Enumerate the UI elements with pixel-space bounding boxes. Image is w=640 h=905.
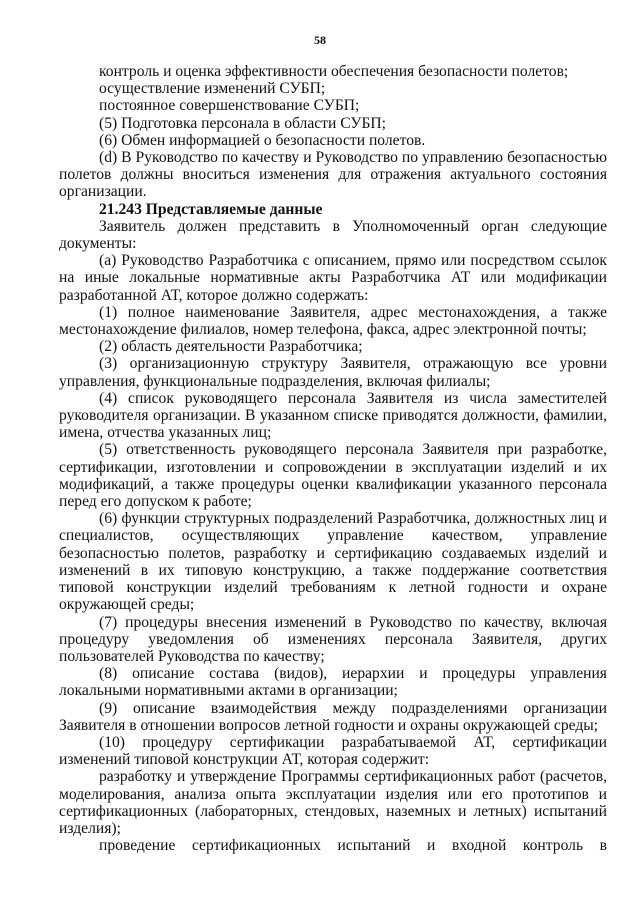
paragraph-sms-improvement: постоянное совершенствование СУБП; xyxy=(99,97,360,115)
section-heading-21-243: 21.243 Представляемые данные xyxy=(99,200,323,218)
paragraph-applicant-documents: Заявитель должен представить в Уполномоченный орган следующие документы: xyxy=(59,217,607,253)
paragraph-item-8-local-acts: (8) описание состава (видов), иерархии и процедуры управления локальными нормативными актами в организации; xyxy=(59,665,607,700)
paragraph-item-5-responsibility: (5) ответственность руководящего персонала Заявителя при разработке, сертификации, изготовлении и сопровождении в эксплуатации изделий и их модификаций, а также процедуры оценки квалификации указанного персонала перед его допуском к работе; xyxy=(59,441,607,511)
paragraph-item-5-training: (5) Подготовка персонала в области СУБП; xyxy=(99,114,387,132)
paragraph-sms-changes: осуществление изменений СУБП; xyxy=(99,80,326,98)
paragraph-item-10-certification: (10) процедуру сертификации разрабатываемой АТ, сертификации изменений типовой конструкции АТ, которая содержит: xyxy=(59,733,607,769)
paragraph-item-6-info-exchange: (6) Обмен информацией о безопасности полетов. xyxy=(99,131,426,149)
page-number: 58 xyxy=(314,33,326,47)
paragraph-item-6-functions: (6) функции структурных подразделений Разработчика, должностных лиц и специалистов, осуществляющих управление качеством, управление безопасностью полетов, разработку и сертификацию создаваемых изделий и изменений в их типовую конструкцию, а также поддержание соответствия типовой конструкции изделий требованиям к летной годности и охране окружающей среды; xyxy=(59,510,607,614)
paragraph-item-9-interaction: (9) описание взаимодействия между подразделениями организации Заявителя в отношении вопросов летной годности и охраны окружающей среды; xyxy=(59,699,607,734)
paragraph-item-7-change-procedures: (7) процедуры внесения изменений в Руководство по качеству, включая процедуру уведомления об изменениях персонала Заявителя, других пользователей Руководства по качеству; xyxy=(59,613,607,665)
document-body xyxy=(59,63,607,854)
paragraph-item-3-structure: (3) организационную структуру Заявителя, отражающую все уровни управления, функциональные подразделения, включая филиалы; xyxy=(59,355,607,390)
paragraph-item-4-management-list: (4) список руководящего персонала Заявителя из числа заместителей руководителя организации. В указанном списке приводятся должности, фамилии, имена, отчества указанных лиц; xyxy=(59,389,607,442)
paragraph-item-2-scope: (2) область деятельности Разработчика; xyxy=(99,338,363,356)
paragraph-item-1-full-name: (1) полное наименование Заявителя, адрес местонахождения, а также местонахождение филиалов, номер телефона, факса, адрес электронной почты; xyxy=(59,303,607,339)
paragraph-item-d-manual-changes: (d) В Руководство по качеству и Руководство по управлению безопасностью полетов должны вноситься изменения для отражения актуального состояния организации. xyxy=(59,149,607,201)
paragraph-certification-testing: проведение сертификационных испытаний и входной контроль в xyxy=(99,837,607,855)
paragraph-certification-program: разработку и утверждение Программы сертификационных работ (расчетов, моделирования, анализа опыта эксплуатации изделия или его прототипов и сертификационных (лабораторных, стендовых, наземных и летных) испытаний изделия); xyxy=(59,768,607,837)
paragraph-safety-control: контроль и оценка эффективности обеспечения безопасности полетов; xyxy=(99,63,569,80)
paragraph-item-a-developer-manual: (a) Руководство Разработчика с описанием, прямо или посредством ссылок на иные локальные нормативные акты Разработчика АТ или модификации разработанной АТ, которое должно содержать: xyxy=(59,252,607,304)
